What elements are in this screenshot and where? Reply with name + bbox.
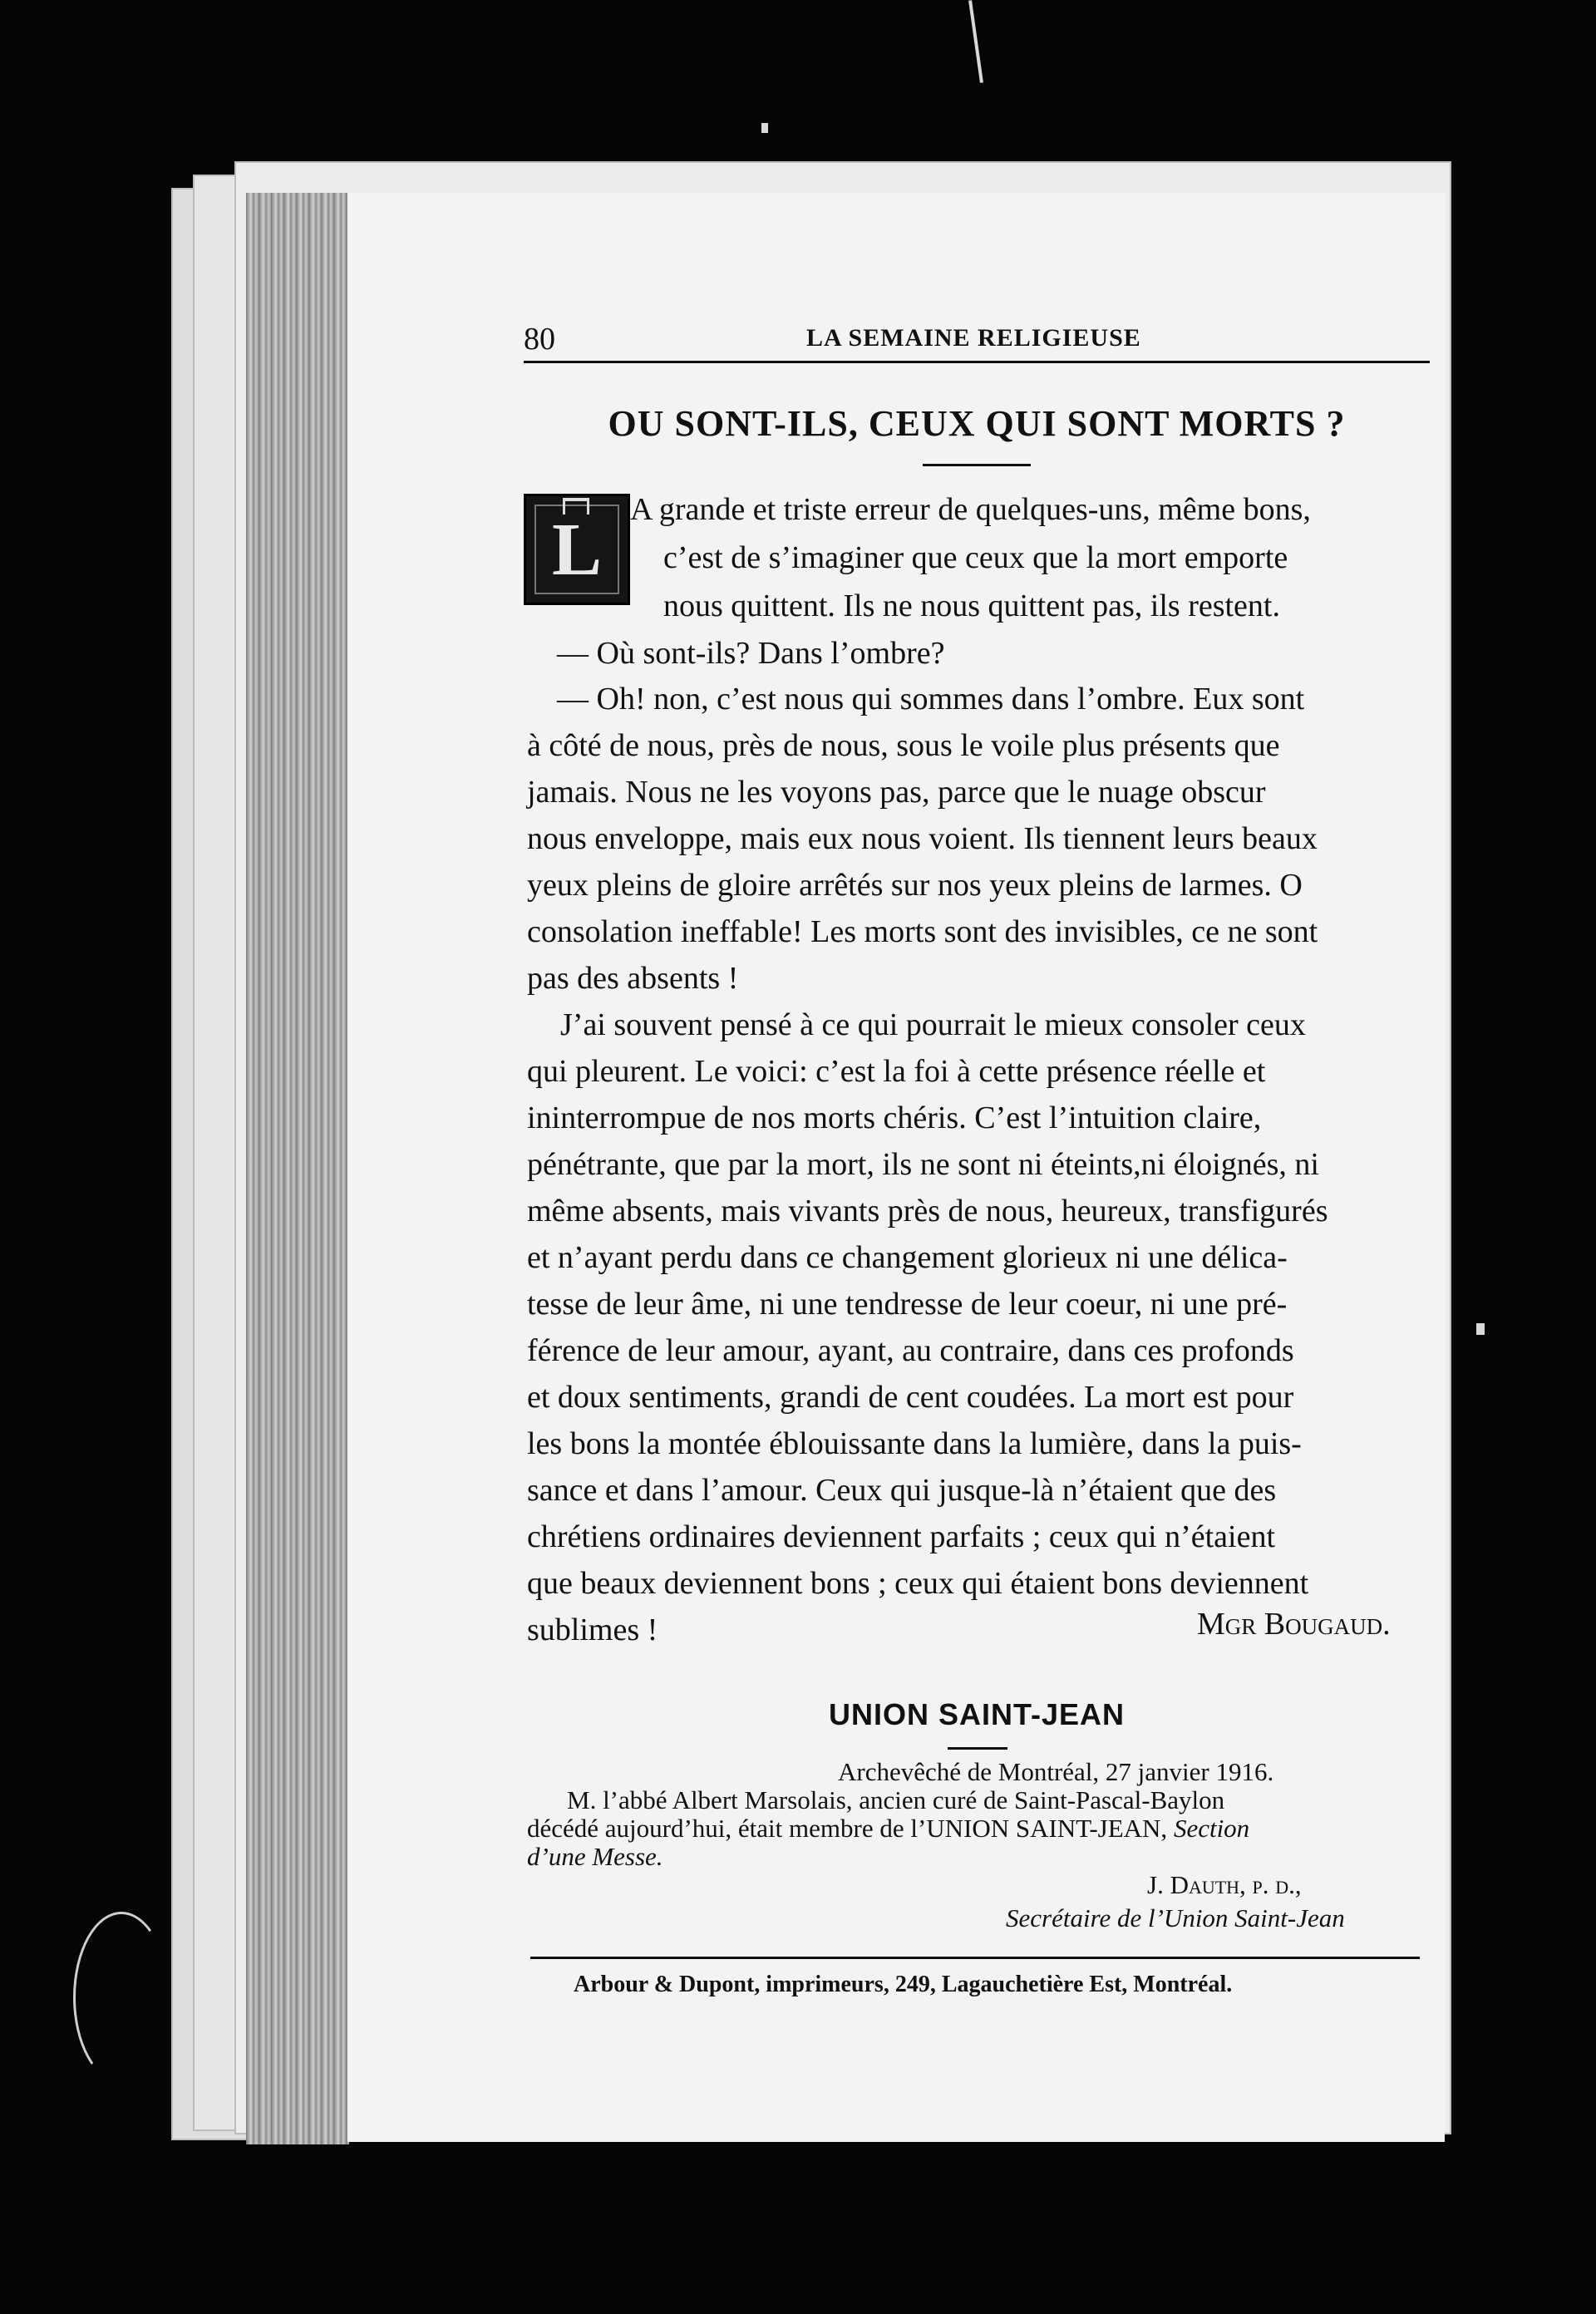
footer-rule [530,1957,1420,1959]
article-line: ininterrompue de nos morts chéris. C’est l’intuition claire, [527,1100,1262,1135]
article-line: qui pleurent. Le voici: c’est la foi à cette présence réelle et [527,1054,1266,1089]
book-page-edges [246,193,349,2144]
notice-dateline: Archevêché de Montréal, 27 janvier 1916. [838,1757,1274,1786]
article-line: nous quittent. Ils ne nous quittent pas, ils restent. [663,588,1280,623]
article-line: et doux sentiments, grandi de cent coudées. La mort est pour [527,1380,1294,1415]
article-line: pas des absents ! [527,961,739,996]
dropcap-letter [534,505,619,594]
notice-line: M. l’abbé Albert Marsolais, ancien curé de Saint-Pascal-Baylon [567,1785,1225,1814]
notice-line [527,1814,1249,1844]
scan-speck [1476,1323,1485,1335]
running-head: LA SEMAINE RELIGIEUSE [806,324,1141,352]
article-line: — Où sont-ils? Dans l’ombre? [557,636,945,671]
article-line: A grande et triste erreur de quelques-uns, même bons, [630,492,1311,527]
notice-line-roman: décédé aujourd’hui, était membre de l’UNION SAINT-JEAN, [527,1814,1174,1843]
article-title: OU SONT-ILS, CEUX QUI SONT MORTS ? [608,403,1346,444]
article-line: yeux pleins de gloire arrêtés sur nos yeux pleins de larmes. O [527,868,1303,903]
article-line: nous enveloppe, mais eux nous voient. Ils tiennent leurs beaux [527,821,1318,856]
article-line: pénétrante, que par la mort, ils ne sont ni éteints,ni éloignés, ni [527,1147,1319,1182]
notice-signer: J. Dauth, p. d., [1147,1870,1302,1899]
dropcap-ornament [524,494,630,605]
article-line: que beaux deviennent bons ; ceux qui étaient bons deviennent [527,1566,1309,1601]
article-line: férence de leur amour, ayant, au contraire, dans ces profonds [527,1333,1294,1368]
scan-speck [761,123,768,133]
title-rule [923,464,1031,466]
article-line: — Oh! non, c’est nous qui sommes dans l’ombre. Eux sont [557,682,1305,716]
notice-rule [948,1747,1007,1750]
article-line: sance et dans l’amour. Ceux qui jusque-là n’étaient que des [527,1473,1277,1508]
scan-hair [968,0,983,83]
notice-line: d’une Messe. [527,1842,663,1871]
article-line: tesse de leur âme, ni une tendresse de leur coeur, ni une pré- [527,1287,1288,1322]
article-line: sublimes ! [527,1612,658,1647]
article-line: et n’ayant perdu dans ce changement glorieux ni une délica- [527,1240,1288,1275]
article-line: J’ai souvent pensé à ce qui pourrait le mieux consoler ceux [560,1007,1306,1042]
printer-imprint: Arbour & Dupont, imprimeurs, 249, Lagauchetière Est, Montréal. [574,1972,1233,1997]
notice-signer-title: Secrétaire de l’Union Saint-Jean [1006,1903,1345,1932]
crown-icon [563,498,589,514]
article-line: consolation ineffable! Les morts sont des invisibles, ce ne sont [527,914,1318,949]
page-header [524,311,1430,363]
notice-line-italic: Section [1173,1814,1250,1843]
article-line: jamais. Nous ne les voyons pas, parce que le nuage obscur [527,775,1266,810]
notice-title: UNION SAINT-JEAN [828,1697,1126,1731]
article-line: à côté de nous, près de nous, sous le voile plus présents que [527,728,1280,763]
article-line: chrétiens ordinaires deviennent parfaits ; ceux qui n’étaient [527,1519,1276,1554]
article-line: même absents, mais vivants près de nous, heureux, transfigurés [527,1194,1328,1228]
scan-thread [73,1912,170,2083]
page-number: 80 [524,322,555,357]
article-signature: Mgr Bougaud. [1197,1607,1391,1642]
article-line: les bons la montée éblouissante dans la lumière, dans la puis- [527,1426,1302,1461]
book-page [347,193,1445,2142]
article-line: c’est de s’imaginer que ceux que la mort emporte [663,540,1288,575]
dropcap-letter-text: L [551,508,603,591]
